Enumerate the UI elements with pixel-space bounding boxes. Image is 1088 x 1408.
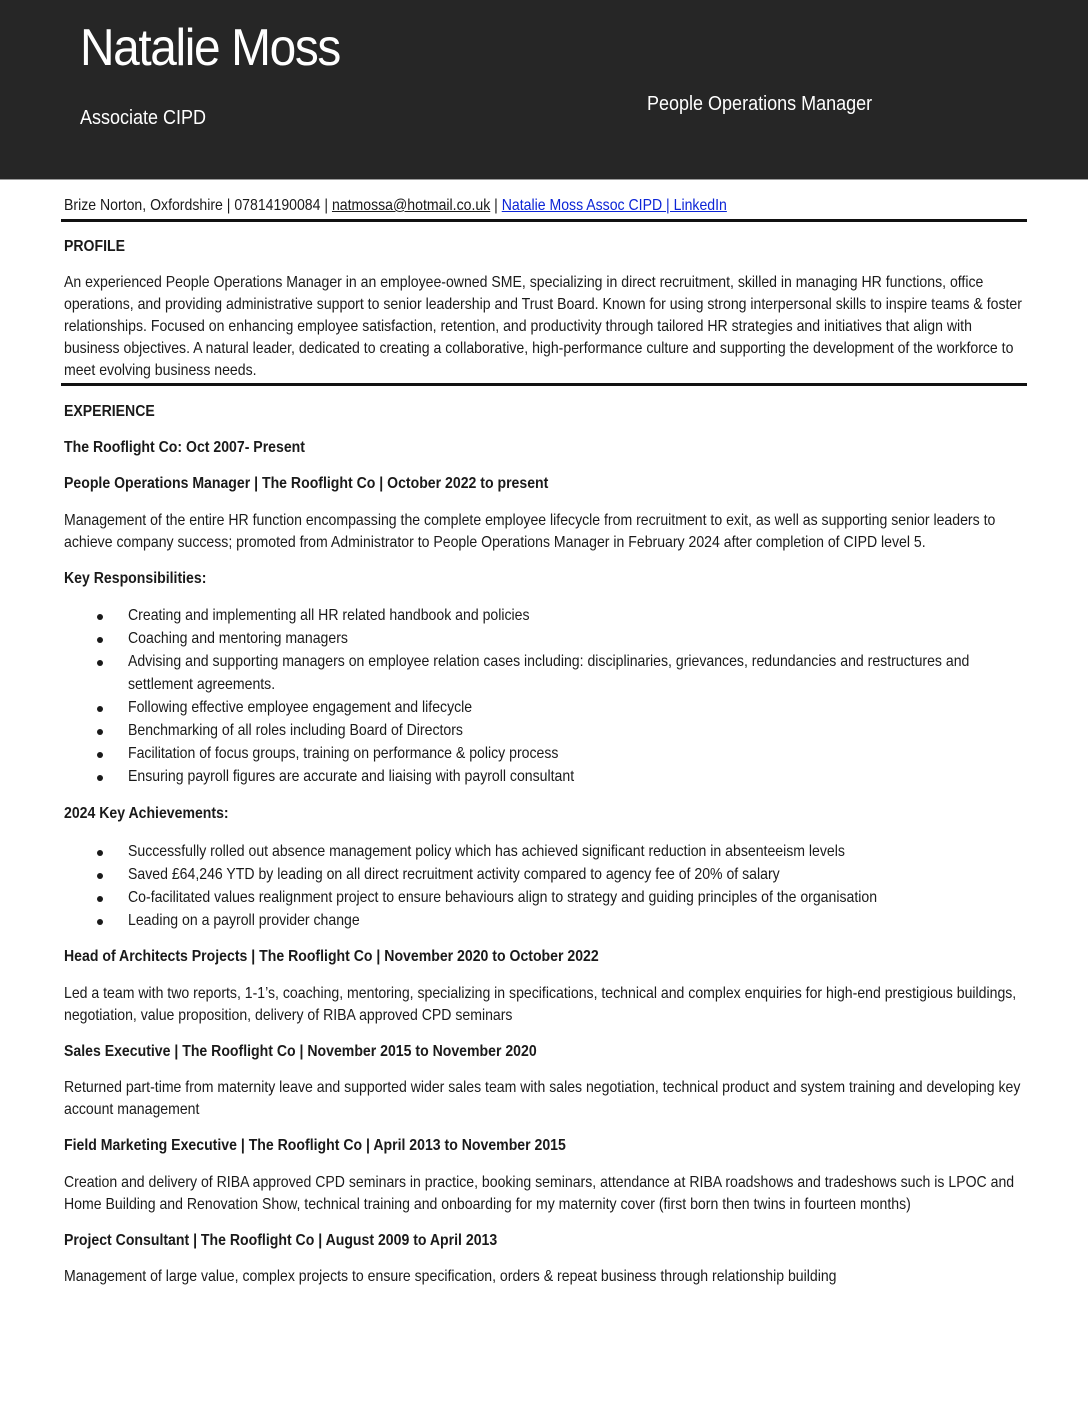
list-item: Ensuring payroll figures are accurate and liaising with payroll consultant (64, 766, 1026, 789)
linkedin-link[interactable]: Natalie Moss Assoc CIPD | LinkedIn (501, 197, 727, 214)
contact-separator: | (490, 197, 502, 214)
bullet-icon (97, 919, 103, 925)
list-item: Leading on a payroll provider change (64, 910, 1026, 933)
candidate-job-title: People Operations Manager (647, 93, 873, 115)
role-description: Creation and delivery of RIBA approved CPD seminars in practice, booking seminars, attendance at RIBA roadshows and tradeshows such is LPOC and Home Building and Renovation Show, technical training and onboarding for my maternity cover (first born then twins in fourteen months) (64, 1174, 1015, 1213)
list-item: Successfully rolled out absence management policy which has achieved significant reduction in absenteeism levels (64, 841, 1026, 864)
role-description: Management of the entire HR function encompassing the complete employee lifecycle from recruitment to exit, as well as supporting senior leaders to achieve company success; promoted from Administrator to People Operations Manager in February 2024 after completion of CIPD level 5. (64, 512, 996, 551)
list-item: Following effective employee engagement and lifecycle (64, 697, 1026, 720)
divider-rule (61, 383, 1027, 386)
bullet-icon (97, 775, 103, 781)
list-item: Facilitation of focus groups, training on performance & policy process (64, 743, 1026, 766)
email-link[interactable]: natmossa@hotmail.co.uk (331, 197, 491, 214)
profile-heading: PROFILE (64, 238, 126, 255)
experience-heading: EXPERIENCE (64, 403, 155, 420)
list-item: Advising and supporting managers on employee relation cases including: disciplinaries, grievances, redundancies and restructures and settlement agreements. (64, 651, 1026, 696)
role-title: Field Marketing Executive | The Rooflight Co | April 2013 to November 2015 (64, 1137, 566, 1154)
profile-text: An experienced People Operations Manager in an employee-owned SME, specializing in direct recruitment, skilled in managing HR functions, office operations, and providing administrative support to senior leadership and Trust Board. Known for using strong interpersonal skills to inspire teams & foster relationships. Focused on enhancing employee satisfaction, retention, and productivity through tailored HR strategies and initiatives that align with business objectives. A natural leader, dedicated to creating a collaborative, high-performance culture and supporting the development of the workforce to meet evolving business needs. (64, 274, 1022, 379)
contact-phone: 07814190084 (234, 197, 321, 214)
contact-separator: | (222, 197, 235, 214)
bullet-icon (97, 729, 103, 735)
divider-rule (61, 219, 1027, 222)
role-description: Management of large value, complex projects to ensure specification, orders & repeat business through relationship building (64, 1268, 837, 1285)
bullet-icon (97, 850, 103, 856)
list-item: Saved £64,246 YTD by leading on all direct recruitment activity compared to agency fee of 20% of salary (64, 864, 1026, 887)
bullet-icon (97, 637, 103, 643)
bullet-icon (97, 660, 103, 666)
role-title: Sales Executive | The Rooflight Co | November 2015 to November 2020 (64, 1043, 537, 1060)
list-item: Creating and implementing all HR related handbook and policies (64, 605, 1026, 628)
responsibilities-heading: Key Responsibilities: (64, 570, 207, 587)
role-title: People Operations Manager | The Rooflight Co | October 2022 to present (64, 475, 549, 492)
header-banner (0, 0, 1088, 180)
contact-line (64, 194, 817, 218)
bullet-icon (97, 896, 103, 902)
bullet-icon (97, 873, 103, 879)
achievements-list (64, 841, 1026, 933)
contact-separator: | (320, 197, 332, 214)
company-line: The Rooflight Co: Oct 2007- Present (64, 439, 305, 456)
role-description: Returned part-time from maternity leave and supported wider sales team with sales negotiation, technical product and system training and developing key account management (64, 1079, 1021, 1118)
bullet-icon (97, 752, 103, 758)
responsibilities-list (64, 605, 1026, 789)
achievements-heading: 2024 Key Achievements: (64, 805, 229, 822)
candidate-credential: Associate CIPD (80, 107, 207, 129)
bullet-icon (97, 614, 103, 620)
list-item: Co-facilitated values realignment project to ensure behaviours align to strategy and guiding principles of the organisation (64, 887, 1026, 910)
list-item: Benchmarking of all roles including Board of Directors (64, 720, 1026, 743)
candidate-name: Natalie Moss (80, 19, 340, 77)
role-title: Project Consultant | The Rooflight Co | August 2009 to April 2013 (64, 1232, 498, 1249)
contact-location: Brize Norton, Oxfordshire (64, 197, 223, 214)
list-item: Coaching and mentoring managers (64, 628, 1026, 651)
role-description: Led a team with two reports, 1-1’s, coaching, mentoring, specializing in specifications, technical and complex enquiries for high-end prestigious buildings, negotiation, value proposition, delivery of RIBA approved CPD seminars (64, 985, 1017, 1024)
role-title: Head of Architects Projects | The Rooflight Co | November 2020 to October 2022 (64, 948, 599, 965)
bullet-icon (97, 706, 103, 712)
